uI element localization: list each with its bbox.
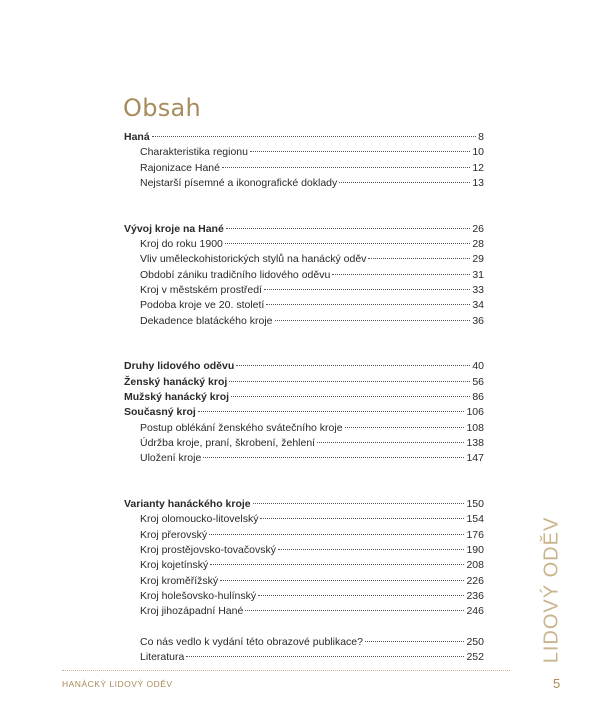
toc-label: Uložení kroje (140, 452, 202, 465)
toc-leader (203, 457, 464, 458)
toc-leader (278, 549, 465, 550)
toc-entry[interactable] (124, 558, 484, 573)
toc-label: Mužský hanácký kroj (124, 391, 230, 404)
toc-label: Rajonizace Hané (140, 161, 220, 174)
toc-entry[interactable] (124, 635, 484, 650)
toc-leader (198, 411, 465, 412)
toc-leader (253, 503, 465, 504)
toc-entry-druhy[interactable] (124, 359, 484, 374)
toc-leader (368, 258, 470, 259)
toc-page: 190 (466, 544, 484, 557)
toc-label: Vývoj kroje na Hané (124, 222, 224, 235)
toc-label: Kroj jihozápadní Hané (140, 605, 244, 618)
toc-leader (210, 564, 464, 565)
toc-label: Literatura (140, 651, 185, 664)
toc-label: Kroj přerovský (140, 528, 208, 541)
toc-page: 138 (466, 436, 484, 449)
toc-page: 36 (472, 314, 484, 327)
toc-page: 147 (466, 452, 484, 465)
toc-label: Charakteristika regionu (140, 146, 248, 159)
toc-leader (220, 580, 464, 581)
toc-entry[interactable] (124, 421, 484, 436)
toc-leader (345, 427, 465, 428)
toc-label: Haná (124, 131, 150, 143)
toc-leader (264, 289, 470, 290)
toc-entry-soucasny[interactable] (124, 405, 484, 420)
toc-entry[interactable] (124, 283, 484, 298)
toc-page: 33 (472, 283, 484, 296)
toc-page: 13 (472, 176, 484, 189)
toc-label: Období zániku tradičního lidového oděvu (140, 268, 331, 281)
table-of-contents (124, 130, 484, 665)
toc-leader (245, 610, 464, 611)
toc-entry[interactable] (124, 436, 484, 451)
toc-leader (260, 518, 464, 519)
toc-leader (186, 656, 464, 657)
toc-entry[interactable] (124, 528, 484, 543)
toc-leader (152, 136, 476, 137)
toc-label: Dekadence blatáckého kroje (140, 314, 273, 327)
toc-entry-zensky[interactable] (124, 375, 484, 390)
footer-divider (62, 670, 510, 671)
toc-label: Nejstarší písemné a ikonografické doklady (140, 176, 338, 189)
toc-page: 40 (472, 360, 484, 373)
toc-page: 29 (472, 253, 484, 266)
toc-label: Kroj v městském prostředí (140, 283, 262, 296)
toc-page: 208 (466, 559, 484, 572)
toc-leader (250, 151, 470, 152)
toc-page: 226 (466, 574, 484, 587)
toc-page: 10 (472, 146, 484, 159)
toc-page: 34 (472, 299, 484, 312)
page-title: Obsah (123, 94, 202, 122)
toc-label: Postup oblékání ženského svátečního kroje (140, 421, 343, 434)
side-title (532, 516, 572, 664)
toc-label: Podoba kroje ve 20. století (140, 299, 265, 312)
toc-leader (258, 595, 464, 596)
toc-entry[interactable] (124, 161, 484, 176)
toc-entry[interactable] (124, 451, 484, 466)
toc-leader (229, 381, 470, 382)
toc-page: 250 (466, 635, 484, 648)
toc-page: 12 (472, 161, 484, 174)
toc-leader (266, 304, 470, 305)
side-title-text: LIDOVÝ ODĚV (540, 516, 563, 664)
toc-label: Vliv uměleckohistorických stylů na hanácký oděv (140, 253, 367, 266)
toc-entry[interactable] (124, 589, 484, 604)
toc-leader (365, 641, 464, 642)
toc-page: 56 (472, 375, 484, 388)
toc-label: Současný kroj (124, 406, 196, 419)
toc-leader (225, 243, 470, 244)
toc-page: 108 (466, 421, 484, 434)
toc-leader (339, 182, 470, 183)
toc-page: 31 (472, 268, 484, 281)
toc-entry[interactable] (124, 176, 484, 191)
toc-label: Kroj kojetínský (140, 559, 209, 572)
toc-label: Co nás vedlo k vydání této obrazové publikace? (140, 635, 363, 648)
toc-label: Údržba kroje, praní, škrobení, žehlení (140, 436, 316, 449)
toc-leader (226, 228, 471, 229)
toc-entry-hana[interactable] (124, 130, 484, 145)
toc-page: 236 (466, 589, 484, 602)
toc-entry-varianty[interactable] (124, 497, 484, 512)
toc-label: Kroj prostějovsko-tovačovský (140, 544, 276, 557)
toc-label: Kroj kroměřížský (140, 574, 219, 587)
toc-entry-muzsky[interactable] (124, 390, 484, 405)
page-number: 5 (553, 676, 561, 691)
toc-leader (222, 167, 470, 168)
toc-label: Kroj do roku 1900 (140, 238, 223, 251)
toc-entry-vyvoj[interactable] (124, 222, 484, 237)
toc-entry[interactable] (124, 268, 484, 283)
toc-entry[interactable] (124, 512, 484, 527)
toc-page: 176 (466, 528, 484, 541)
toc-page: 150 (466, 498, 484, 511)
toc-leader (332, 274, 470, 275)
toc-page: 106 (466, 406, 484, 419)
toc-page: 246 (466, 605, 484, 618)
toc-label: Ženský hanácký kroj (124, 375, 228, 388)
toc-entry[interactable] (124, 145, 484, 160)
toc-entry[interactable] (124, 298, 484, 313)
toc-leader (231, 396, 470, 397)
toc-entry[interactable] (124, 314, 484, 329)
toc-page: 154 (466, 513, 484, 526)
toc-label: Kroj olomoucko-litovelský (140, 513, 259, 526)
toc-leader (209, 534, 464, 535)
toc-leader (275, 320, 471, 321)
toc-page: 26 (472, 222, 484, 235)
toc-page: 252 (466, 651, 484, 664)
toc-entry[interactable] (124, 604, 484, 619)
toc-leader (317, 442, 464, 443)
toc-entry[interactable] (124, 543, 484, 558)
toc-label: Druhy lidového oděvu (124, 360, 235, 373)
toc-label: Varianty hanáckého kroje (124, 498, 251, 511)
toc-entry[interactable] (124, 252, 484, 267)
toc-page: 8 (478, 131, 484, 143)
footer-running-title: HANÁCKÝ LIDOVÝ ODĚV (62, 679, 173, 689)
toc-entry[interactable] (124, 574, 484, 589)
toc-page: 86 (472, 391, 484, 404)
toc-entry[interactable] (124, 237, 484, 252)
toc-label: Kroj holešovsko-hulínský (140, 589, 257, 602)
toc-page: 28 (472, 238, 484, 251)
toc-entry[interactable] (124, 650, 484, 665)
toc-leader (236, 365, 470, 366)
